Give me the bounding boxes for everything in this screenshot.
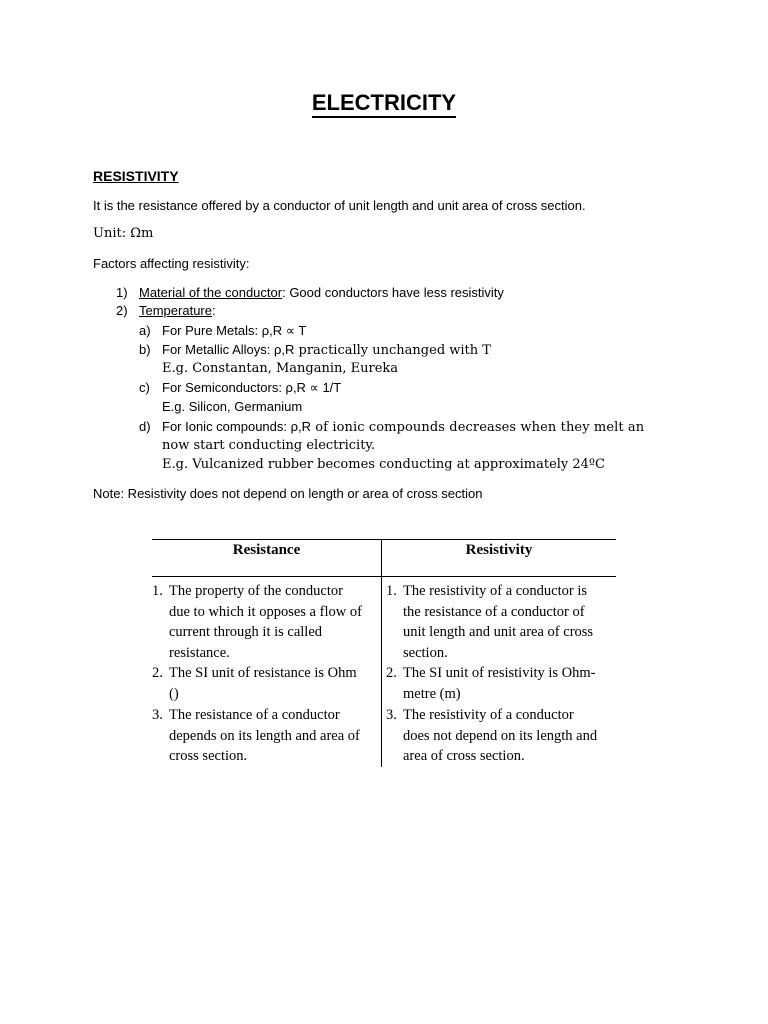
table-column-divider [381, 539, 382, 767]
table-top-rule [152, 539, 616, 540]
sub-list-marker: b) [139, 342, 151, 357]
sub-list-marker: c) [139, 380, 150, 395]
factor-item: Temperature: [139, 303, 216, 318]
row-number: 1. [152, 583, 163, 599]
factor-item: Material of the conductor: Good conductors have less resistivity [139, 285, 504, 300]
section-heading: RESISTIVITY [93, 168, 179, 184]
table-header-rule [152, 576, 616, 577]
list-marker: 2) [116, 303, 128, 318]
row-number: 2. [152, 665, 163, 681]
temperature-item: For Ionic compounds: ρ,R of ionic compounds decreases when they melt an [162, 419, 645, 435]
factor-text: Good conductors have less resistivity [285, 285, 504, 300]
row-number: 3. [386, 707, 397, 723]
definition-text: It is the resistance offered by a conductor of unit length and unit area of cross section. [93, 198, 586, 213]
example-text: E.g. Silicon, Germanium [162, 399, 303, 414]
table-cell: The resistance of a conductor depends on its length and area of cross section. [169, 707, 360, 764]
factors-intro: Factors affecting resistivity: [93, 256, 250, 271]
row-number: 3. [152, 707, 163, 723]
factor-label: Temperature [139, 303, 212, 318]
table-cell: The SI unit of resistivity is Ohm- metre (m) [403, 665, 596, 702]
temperature-item: For Pure Metals: ρ,R ∝ T [162, 323, 307, 338]
sub-list-marker: d) [139, 419, 151, 434]
temperature-item: For Metallic Alloys: ρ,R practically unchanged with T [162, 342, 491, 358]
unit-text: Unit: Ωm [93, 226, 154, 241]
temperature-item: For Semiconductors: ρ,R ∝ 1/T [162, 380, 342, 395]
temperature-item-continuation: now start conducting electricity. [162, 438, 376, 453]
table-cell: The resistivity of a conductor is the resistance of a conductor of unit length and unit area of cross section. [403, 583, 594, 661]
column-header-resistance: Resistance [232, 542, 301, 558]
table-cell: The resistivity of a conductor does not depend on its length and area of cross section. [403, 707, 598, 764]
example-text: E.g. Vulcanized rubber becomes conducting at approximately 24ºC [162, 457, 605, 472]
page-title: ELECTRICITY [0, 90, 768, 116]
list-marker: 1) [116, 285, 128, 300]
factor-label: Material of the conductor [139, 285, 283, 300]
comparison-table [152, 539, 616, 767]
table-cell: The property of the conductor due to which it opposes a flow of current through it is called resistance. [169, 583, 362, 661]
note-text: Note: Resistivity does not depend on length or area of cross section [93, 486, 483, 501]
row-number: 2. [386, 665, 397, 681]
example-text: E.g. Constantan, Manganin, Eureka [162, 361, 399, 376]
row-number: 1. [386, 583, 397, 599]
table-cell: The SI unit of resistance is Ohm () [169, 665, 357, 702]
sub-list-marker: a) [139, 323, 151, 338]
column-header-resistivity: Resistivity [465, 542, 533, 558]
